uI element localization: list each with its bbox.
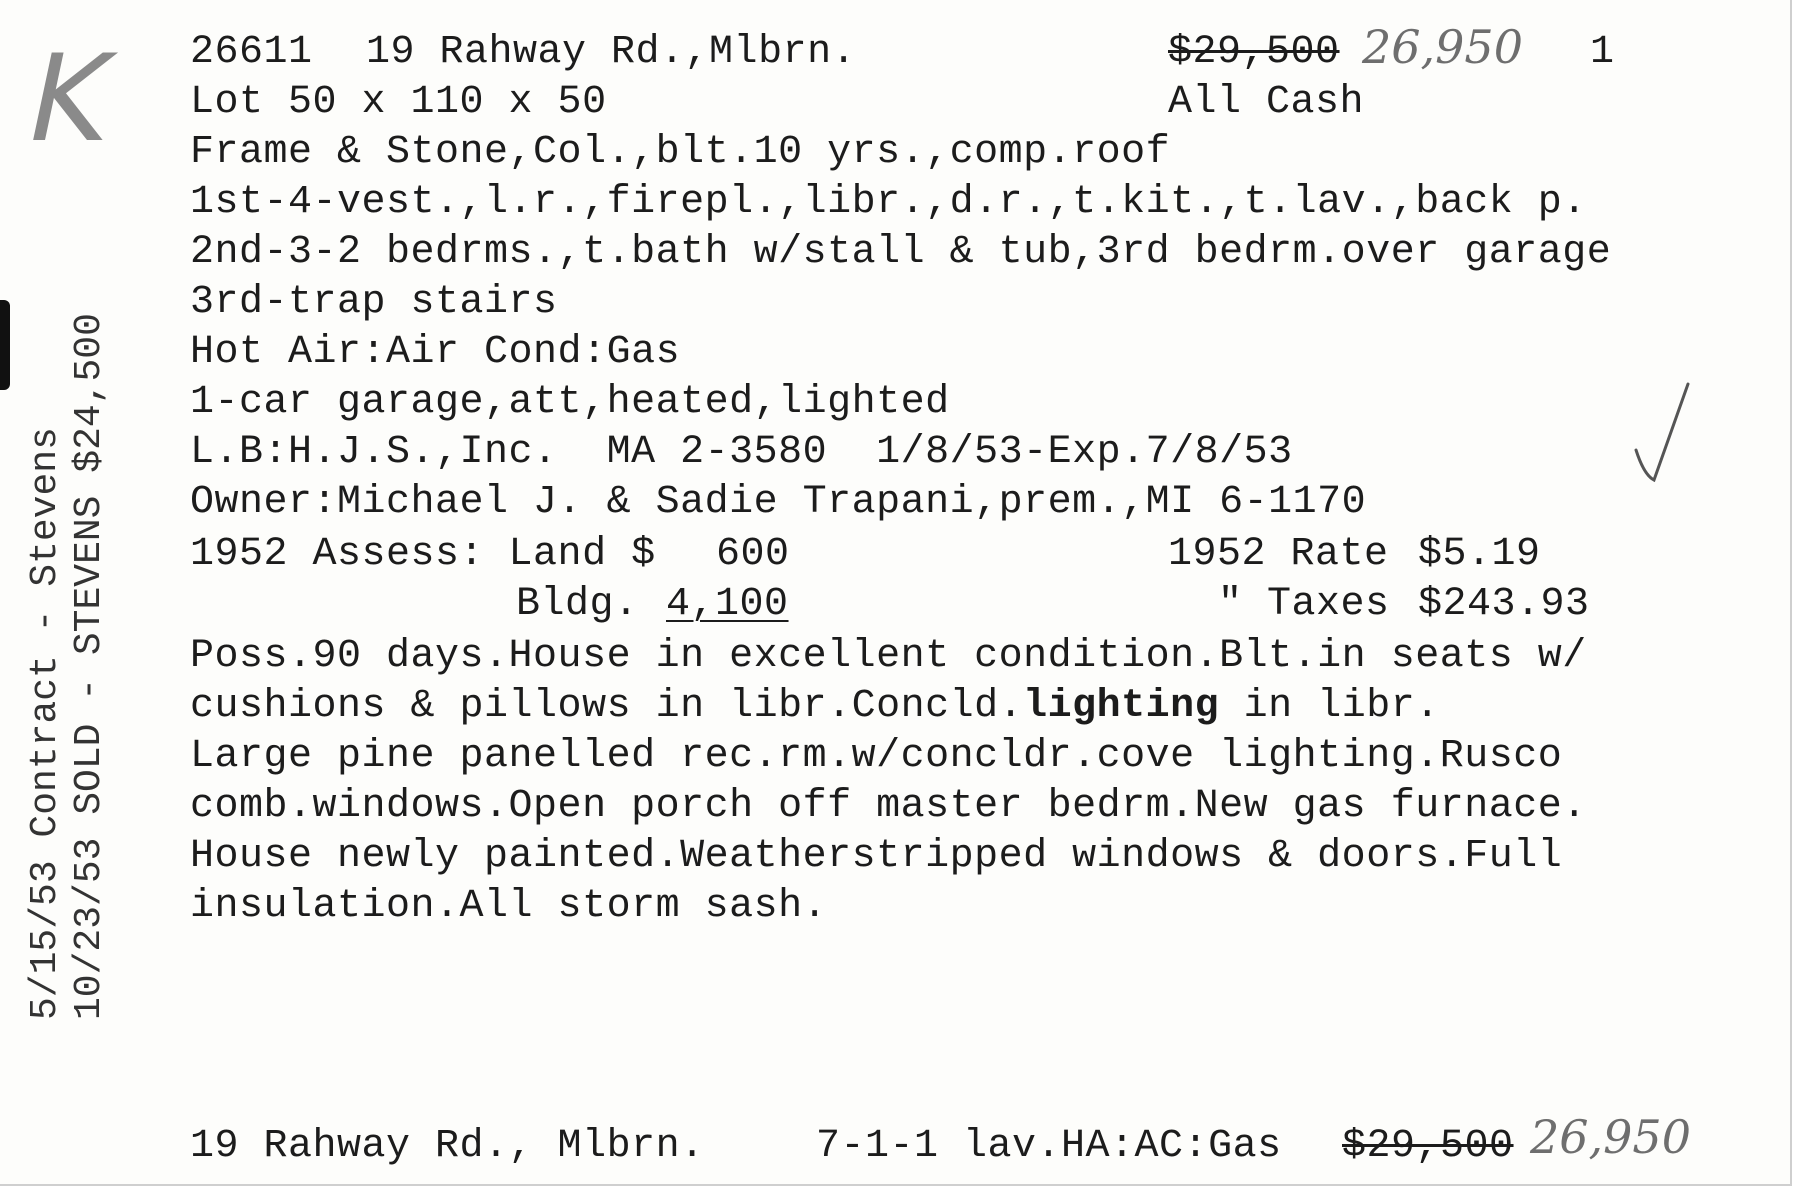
detail-line: L.B:H.J.S.,Inc. MA 2-3580 1/8/53-Exp.7/8/53 [190,430,1293,475]
remarks-line: Poss.90 days.House in excellent condition.Blt.in seats w/ [190,634,1587,679]
check-mark-icon [1632,380,1692,490]
taxes-label: " Taxes [1218,582,1390,627]
remarks-line: comb.windows.Open porch off master bedrm.New gas furnace. [190,784,1587,829]
detail-line: 2nd-3-2 bedrms.,t.bath w/stall & tub,3rd bedrm.over garage [190,230,1612,275]
remarks-text: in libr. [1219,684,1440,729]
detail-line: 1-car garage,att,heated,lighted [190,380,950,425]
remarks-line: House newly painted.Weatherstripped windows & doors.Full [190,834,1563,879]
detail-line: Hot Air:Air Cond:Gas [190,330,681,375]
rate-value: $5.19 [1418,532,1541,577]
assess-land-value: 600 [716,532,790,577]
remarks-bold-text: lighting [1023,684,1220,729]
footer-handwritten-price: 26,950 [1530,1110,1691,1164]
handwritten-price: 26,950 [1362,20,1523,74]
handwritten-initial: K [15,30,124,169]
footer-address: 19 Rahway Rd., Mlbrn. [190,1124,705,1169]
card-number: 1 [1590,30,1615,75]
lot-size: Lot 50 x 110 x 50 [190,80,607,125]
side-stamp-sold: 10/23/53 SOLD - STEVENS $24,500 [68,313,111,1020]
taxes-value: $243.93 [1418,582,1590,627]
detail-line: Frame & Stone,Col.,blt.10 yrs.,comp.roof [190,130,1171,175]
listing-number: 26611 [190,30,313,75]
remarks-text: cushions & pillows in libr.Concld. [190,684,1024,729]
remarks-line [190,682,1440,732]
assess-land-label: 1952 Assess: Land $ [190,532,656,577]
rate-label: 1952 Rate [1168,532,1389,577]
terms: All Cash [1168,80,1365,125]
header-address: 19 Rahway Rd.,Mlbrn. [366,30,857,75]
detail-line: 3rd-trap stairs [190,280,558,325]
remarks-line: insulation.All storm sash. [190,884,828,929]
footer-summary: 7-1-1 lav.HA:AC:Gas [816,1124,1282,1169]
footer-original-price: $29,500 [1342,1124,1514,1169]
side-stamp-contract: 5/15/53 Contract - Stevens [24,427,67,1020]
edge-mark [0,300,10,390]
original-price: $29,500 [1168,30,1340,75]
assess-bldg-label: Bldg. [516,582,639,627]
detail-line: Owner:Michael J. & Sadie Trapani,prem.,MI 6-1170 [190,480,1367,525]
detail-line: 1st-4-vest.,l.r.,firepl.,libr.,d.r.,t.kit.,t.lav.,back p. [190,180,1587,225]
remarks-line: Large pine panelled rec.rm.w/concldr.cove lighting.Rusco [190,734,1563,779]
assess-bldg-value: 4,100 [666,582,789,627]
